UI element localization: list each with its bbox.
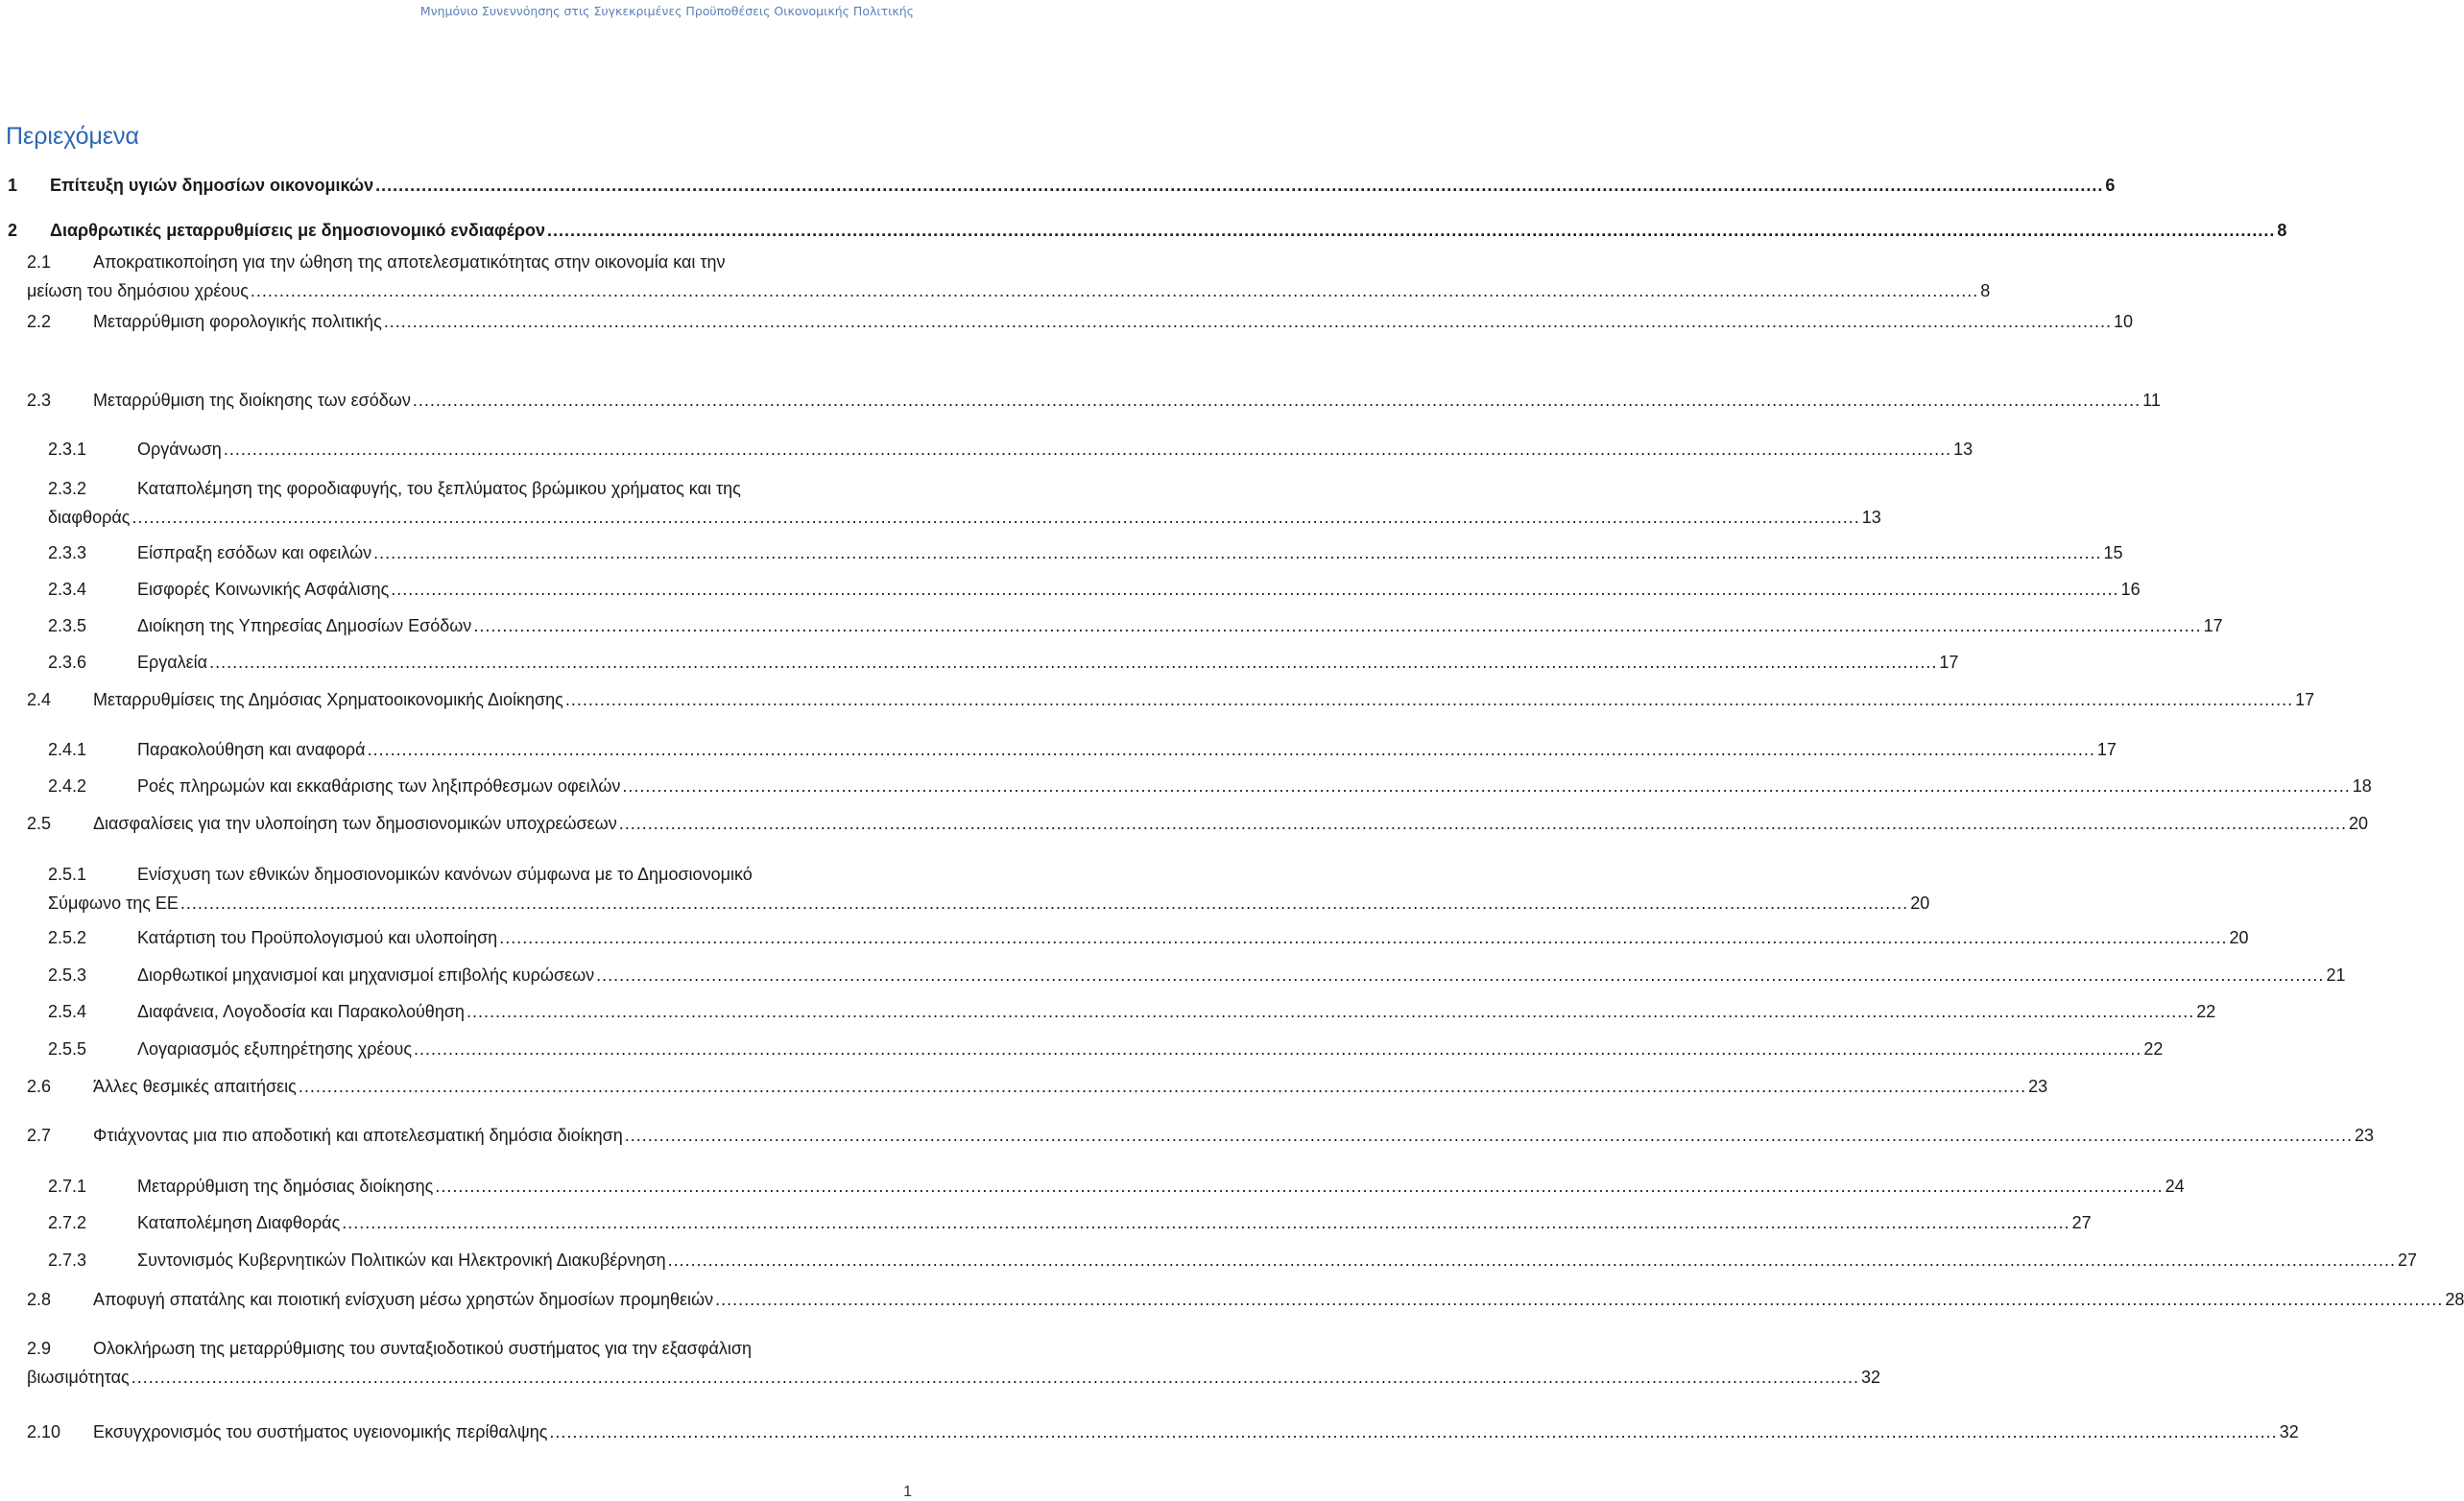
toc-entry-page: 13 <box>1861 508 1881 527</box>
toc-entry-leader-line <box>137 650 1959 675</box>
toc-entry-title: Ροές πληρωμών και εκκαθάρισης των ληξιπρόθεσμων οφειλών <box>137 776 621 796</box>
toc-entry-title: Κατάρτιση του Προϋπολογισμού και υλοποίηση <box>137 928 498 947</box>
toc-entry[interactable] <box>0 774 2372 802</box>
toc-entry-leader-line <box>93 1074 2048 1099</box>
toc-entry-title: Καταπολέμηση Διαφθοράς <box>137 1213 341 1232</box>
toc-entry-leader-line <box>27 1365 1881 1390</box>
toc-entry-number: 2.7.1 <box>48 1177 87 1196</box>
dot-leader: ............................................................................................................................................................................................................................................................................................................ <box>435 1177 2164 1196</box>
toc-entry-number: 2.3.1 <box>48 440 87 459</box>
toc-entry-page: 32 <box>1861 1368 1881 1387</box>
toc-entry-number: 2.3.3 <box>48 543 87 562</box>
toc-entry-number: 2.1 <box>27 252 52 272</box>
dot-leader: ............................................................................................................................................................................................................................................................................................................ <box>549 1422 2278 1441</box>
toc-entry-number: 2.5 <box>27 814 52 833</box>
toc-entry-leader-line <box>137 737 2117 762</box>
toc-entry-leader-line <box>137 963 2346 988</box>
toc-entry-leader-line <box>93 1123 2375 1148</box>
dot-leader: ............................................................................................................................................................................................................................................................................................................ <box>342 1213 2070 1232</box>
toc-entry-page: 23 <box>2355 1126 2375 1145</box>
toc-entry[interactable] <box>0 577 2141 606</box>
toc-entry-page: 6 <box>2105 176 2116 195</box>
toc-entry-page: 22 <box>2196 1002 2216 1021</box>
toc-entry[interactable] <box>0 476 1881 537</box>
toc-entry-number: 2.4 <box>27 690 52 709</box>
toc-entry[interactable] <box>0 1419 2299 1448</box>
toc-entry-title: μείωση του δημόσιου χρέους <box>27 281 249 300</box>
toc-entry-title: Εργαλεία <box>137 653 208 672</box>
dot-leader: ............................................................................................................................................................................................................................................................................................................ <box>383 312 2113 331</box>
dot-leader: ............................................................................................................................................................................................................................................................................................................ <box>547 221 2276 240</box>
toc-entry-page: 8 <box>2277 221 2287 240</box>
dot-leader: ............................................................................................................................................................................................................................................................................................................ <box>596 965 2325 985</box>
toc-entry-number: 2.2 <box>27 312 52 331</box>
toc-entry-leader-line <box>137 540 2123 565</box>
toc-entry-page: 20 <box>2229 928 2249 947</box>
toc-entry-title: διαφθοράς <box>48 508 131 527</box>
toc-entry[interactable] <box>0 1036 2164 1065</box>
toc-entry-number: 2.3.2 <box>48 479 87 498</box>
toc-entry-page: 24 <box>2165 1177 2185 1196</box>
dot-leader: ............................................................................................................................................................................................................................................................................................................ <box>667 1251 2396 1270</box>
page-number: 1 <box>903 1484 912 1500</box>
toc-entry-title: Μεταρρυθμίσεις της Δημόσιας Χρηματοοικονομικής Διοίκησης <box>93 690 563 709</box>
toc-entry[interactable] <box>0 388 2161 417</box>
toc-entry-page: 27 <box>2071 1213 2092 1232</box>
dot-leader: ............................................................................................................................................................................................................................................................................................................ <box>466 1002 2195 1021</box>
toc-entry-title: Αποφυγή σπατάλης και ποιοτική ενίσχυση μέσω χρηστών δημοσίων προμηθειών <box>93 1290 714 1309</box>
toc-entry-page: 27 <box>2397 1251 2417 1270</box>
toc-entry[interactable] <box>0 613 2223 642</box>
toc-entry-page: 20 <box>2349 814 2369 833</box>
toc-entry-page: 10 <box>2114 312 2134 331</box>
toc-entry[interactable] <box>0 1074 2048 1103</box>
dot-leader: ............................................................................................................................................................................................................................................................................................................ <box>412 391 2141 410</box>
toc-entry-page: 28 <box>2445 1290 2464 1309</box>
toc-entry-page: 13 <box>1953 440 1974 459</box>
toc-entry-title: Εισφορές Κοινωνικής Ασφάλισης <box>137 580 390 599</box>
toc-entry[interactable] <box>0 1287 2464 1316</box>
toc-entry-title: Εκσυγχρονισμός του συστήματος υγειονομικής περίθαλψης <box>93 1422 548 1441</box>
toc-entry-page: 23 <box>2028 1077 2048 1096</box>
toc-entry-title: Διοίκηση της Υπηρεσίας Δημοσίων Εσόδων <box>137 616 472 635</box>
toc-entry-leader-line <box>93 687 2315 712</box>
toc-entry-page: 15 <box>2103 543 2123 562</box>
toc-entry-title: Μεταρρύθμιση της δημόσιας διοίκησης <box>137 1177 434 1196</box>
dot-leader: ............................................................................................................................................................................................................................................................................................................ <box>367 740 2095 759</box>
toc-entry-title: Είσπραξη εσόδων και οφειλών <box>137 543 372 562</box>
toc-entry-leader-line <box>50 218 2287 243</box>
toc-entry-page: 17 <box>1939 653 1959 672</box>
toc-entry-leader-line <box>93 309 2134 334</box>
toc-entry-title: Παρακολούθηση και αναφορά <box>137 740 366 759</box>
toc-entry-title: Επίτευξη υγιών δημοσίων οικονομικών <box>50 176 374 195</box>
toc-entry-leader-line <box>93 811 2369 836</box>
toc-entry-title: Μεταρρύθμιση φορολογικής πολιτικής <box>93 312 382 331</box>
toc-entry-number: 2.8 <box>27 1290 52 1309</box>
toc-entry-page: 22 <box>2143 1039 2164 1059</box>
toc-entry-title: Διασφαλίσεις για την υλοποίηση των δημοσιονομικών υποχρεώσεων <box>93 814 617 833</box>
toc-entry-title: Φτιάχνοντας μια πιο αποδοτική και αποτελεσματική δημόσια διοίκηση <box>93 1126 623 1145</box>
toc-entry[interactable] <box>0 173 2116 202</box>
toc-entry-number: 2.5.2 <box>48 928 87 947</box>
toc-entry[interactable] <box>0 1248 2417 1276</box>
toc-entry-leader-line <box>27 278 1991 303</box>
dot-leader: ............................................................................................................................................................................................................................................................................................................ <box>624 1126 2354 1145</box>
dot-leader: ............................................................................................................................................................................................................................................................................................................ <box>564 690 2294 709</box>
toc-entry-title-line1: Ενίσχυση των εθνικών δημοσιονομικών κανόνων σύμφωνα με το Δημοσιονομικό <box>137 865 753 884</box>
toc-entry-leader-line <box>137 774 2372 798</box>
dot-leader: ............................................................................................................................................................................................................................................................................................................ <box>391 580 2119 599</box>
dot-leader: ............................................................................................................................................................................................................................................................................................................ <box>473 616 2202 635</box>
toc-entry-title-line1: Καταπολέμηση της φοροδιαφυγής, του ξεπλύματος βρώμικου χρήματος και της <box>137 479 741 498</box>
toc-entry-number: 2.5.4 <box>48 1002 87 1021</box>
dot-leader: ............................................................................................................................................................................................................................................................................................................ <box>414 1039 2142 1059</box>
toc-entry[interactable] <box>0 862 1930 923</box>
toc-entry-number: 2.5.3 <box>48 965 87 985</box>
toc-entry-title: Διαφάνεια, Λογοδοσία και Παρακολούθηση <box>137 1002 465 1021</box>
dot-leader: ............................................................................................................................................................................................................................................................................................................ <box>209 653 1938 672</box>
toc-entry[interactable] <box>0 1210 2092 1239</box>
toc-entry[interactable] <box>0 250 1991 311</box>
dot-leader: ............................................................................................................................................................................................................................................................................................................ <box>179 893 1909 913</box>
toc-entry-number: 2.7.3 <box>48 1251 87 1270</box>
toc-entry-page: 20 <box>1910 893 1930 913</box>
toc-entry-page: 17 <box>2096 740 2117 759</box>
toc-entry-number: 2.7.2 <box>48 1213 87 1232</box>
toc-entry-number: 2 <box>8 221 18 240</box>
toc-entry-leader-line <box>137 1248 2417 1273</box>
toc-entry-page: 17 <box>2295 690 2315 709</box>
toc-entry-title: Διαρθρωτικές μεταρρυθμίσεις με δημοσιονομικό ενδιαφέρον <box>50 221 546 240</box>
toc-entry-title: Οργάνωση <box>137 440 222 459</box>
toc-entry[interactable] <box>0 737 2117 766</box>
dot-leader: ............................................................................................................................................................................................................................................................................................................ <box>373 543 2102 562</box>
toc-entry-title: Συντονισμός Κυβερνητικών Πολιτικών και Ηλεκτρονική Διακυβέρνηση <box>137 1251 666 1270</box>
toc-entry-title-line1: Αποκρατικοποίηση για την ώθηση της αποτελεσματικότητας στην οικονομία και την <box>93 252 726 272</box>
toc-entry-leader-line <box>93 388 2161 413</box>
toc-entry-page: 17 <box>2203 616 2223 635</box>
dot-leader: ............................................................................................................................................................................................................................................................................................................ <box>618 814 2348 833</box>
toc-entry[interactable] <box>0 218 2287 247</box>
toc-entry-title: Άλλες θεσμικές απαιτήσεις <box>93 1077 297 1096</box>
toc-entry-number: 2.3 <box>27 391 52 410</box>
toc-entry-title-line1: Ολοκλήρωση της μεταρρύθμισης του συνταξιοδοτικού συστήματος για την εξασφάλιση <box>93 1339 752 1358</box>
toc-entry-number: 2.5.1 <box>48 865 87 884</box>
toc-entry-title: Λογαριασμός εξυπηρέτησης χρέους <box>137 1039 413 1059</box>
dot-leader: ............................................................................................................................................................................................................................................................................................................ <box>223 440 1952 459</box>
toc-entry-leader-line <box>137 437 1974 462</box>
toc-entry-leader-line <box>93 1287 2464 1312</box>
dot-leader: ............................................................................................................................................................................................................................................................................................................ <box>132 508 1860 527</box>
toc-entry-title: Μεταρρύθμιση της διοίκησης των εσόδων <box>93 391 411 410</box>
toc-entry-leader-line <box>93 1419 2299 1444</box>
dot-leader: ............................................................................................................................................................................................................................................................................................................ <box>131 1368 1859 1387</box>
header-title: Μνημόνιο Συνεννόησης στις Συγκεκριμένες Προϋποθέσεις Οικονομικής Πολιτικής <box>419 4 914 18</box>
toc-entry[interactable] <box>0 540 2123 569</box>
toc-heading: Περιεχόμενα <box>6 123 139 150</box>
toc-entry-number: 2.9 <box>27 1339 52 1358</box>
toc-entry-leader-line <box>137 1210 2092 1235</box>
dot-leader: ............................................................................................................................................................................................................................................................................................................ <box>622 776 2351 796</box>
toc-entry-leader-line <box>137 999 2216 1024</box>
toc-entry-leader-line <box>137 613 2223 638</box>
toc-entry-number: 2.10 <box>27 1422 61 1441</box>
toc-entry-page: 16 <box>2120 580 2141 599</box>
toc-entry-leader-line <box>137 925 2249 950</box>
dot-leader: ............................................................................................................................................................................................................................................................................................................ <box>250 281 1979 300</box>
toc-entry-title: Σύμφωνο της ΕΕ <box>48 893 179 913</box>
toc-entry[interactable] <box>0 1174 2185 1203</box>
dot-leader: ............................................................................................................................................................................................................................................................................................................ <box>715 1290 2444 1309</box>
toc-entry[interactable] <box>0 999 2216 1028</box>
toc-entry-leader-line <box>48 891 1930 916</box>
toc-entry-number: 2.4.2 <box>48 776 87 796</box>
toc-entry-title: Διορθωτικοί μηχανισμοί και μηχανισμοί επιβολής κυρώσεων <box>137 965 595 985</box>
toc-entry-page: 18 <box>2352 776 2372 796</box>
toc-entry-page: 8 <box>1980 281 1991 300</box>
toc-entry-number: 1 <box>8 176 18 195</box>
toc-entry-leader-line <box>50 173 2116 198</box>
dot-leader: ............................................................................................................................................................................................................................................................................................................ <box>375 176 2104 195</box>
toc-entry-page: 21 <box>2326 965 2346 985</box>
toc-entry[interactable] <box>0 925 2249 954</box>
toc-entry[interactable] <box>0 437 1974 465</box>
toc-entry-number: 2.6 <box>27 1077 52 1096</box>
toc-entry[interactable] <box>0 687 2315 716</box>
toc-entry-number: 2.5.5 <box>48 1039 87 1059</box>
toc-entry[interactable] <box>0 650 1959 679</box>
toc-entry[interactable] <box>0 1123 2375 1152</box>
toc-entry-leader-line <box>137 1036 2164 1061</box>
toc-entry-page: 11 <box>2142 391 2161 410</box>
toc-entry-leader-line <box>137 1174 2185 1199</box>
toc-entry-leader-line <box>137 577 2141 602</box>
toc-entry-number: 2.3.4 <box>48 580 87 599</box>
toc-entry[interactable] <box>0 309 2134 338</box>
toc-entry[interactable] <box>0 963 2346 991</box>
toc-entry-number: 2.3.5 <box>48 616 87 635</box>
toc-entry-leader-line <box>48 505 1881 530</box>
toc-entry-title: βιωσιμότητας <box>27 1368 130 1387</box>
toc-entry-number: 2.7 <box>27 1126 52 1145</box>
dot-leader: ............................................................................................................................................................................................................................................................................................................ <box>298 1077 2027 1096</box>
dot-leader: ............................................................................................................................................................................................................................................................................................................ <box>499 928 2228 947</box>
toc-entry-page: 32 <box>2279 1422 2299 1441</box>
toc-entry[interactable] <box>0 811 2369 840</box>
toc-entry[interactable] <box>0 1336 1881 1397</box>
toc-entry-number: 2.4.1 <box>48 740 87 759</box>
toc-entry-number: 2.3.6 <box>48 653 87 672</box>
